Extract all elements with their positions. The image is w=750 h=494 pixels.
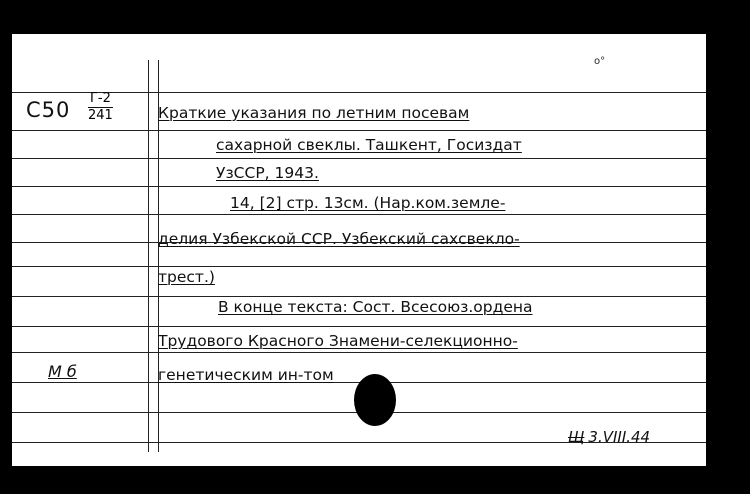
ruled-line — [12, 352, 706, 353]
ruled-line — [12, 186, 706, 187]
text-line: делия Узбекской ССР. Узбекский сахсвекло- — [158, 230, 520, 248]
ruled-line — [12, 130, 706, 131]
text-line: Трудового Красного Знамени-селекционно- — [158, 332, 518, 350]
ruled-line — [12, 92, 706, 93]
fraction-denominator: 241 — [88, 108, 113, 123]
ruled-line — [12, 214, 706, 215]
initials: Щ — [568, 428, 585, 446]
text-line: сахарной свеклы. Ташкент, Госиздат — [216, 136, 522, 154]
text-line: 14, [2] стр. 13см. (Нар.ком.земле- — [230, 194, 506, 212]
date-text: 3.VIII.44 — [588, 428, 651, 446]
ruled-line — [12, 158, 706, 159]
call-number: C50 — [26, 98, 71, 122]
margin-mark: М б — [48, 362, 77, 381]
text-line: трест.) — [158, 268, 215, 286]
text-line: Краткие указания по летним посевам — [158, 104, 470, 122]
fraction-numerator: Г-2 — [89, 91, 111, 106]
ink-speck: о° — [594, 56, 606, 67]
text-line: В конце текста: Сост. Всесоюз.ордена — [218, 298, 533, 316]
ruled-line — [12, 296, 706, 297]
text-line: УзССР, 1943. — [216, 164, 319, 182]
catalog-card — [12, 34, 706, 466]
acquisition-date — [568, 428, 650, 446]
ink-blot — [354, 374, 396, 426]
ruled-line — [12, 266, 706, 267]
text-line: генетическим ин-том — [158, 366, 334, 384]
margin-line — [148, 60, 149, 452]
call-number-fraction — [88, 92, 113, 123]
ruled-line — [12, 326, 706, 327]
